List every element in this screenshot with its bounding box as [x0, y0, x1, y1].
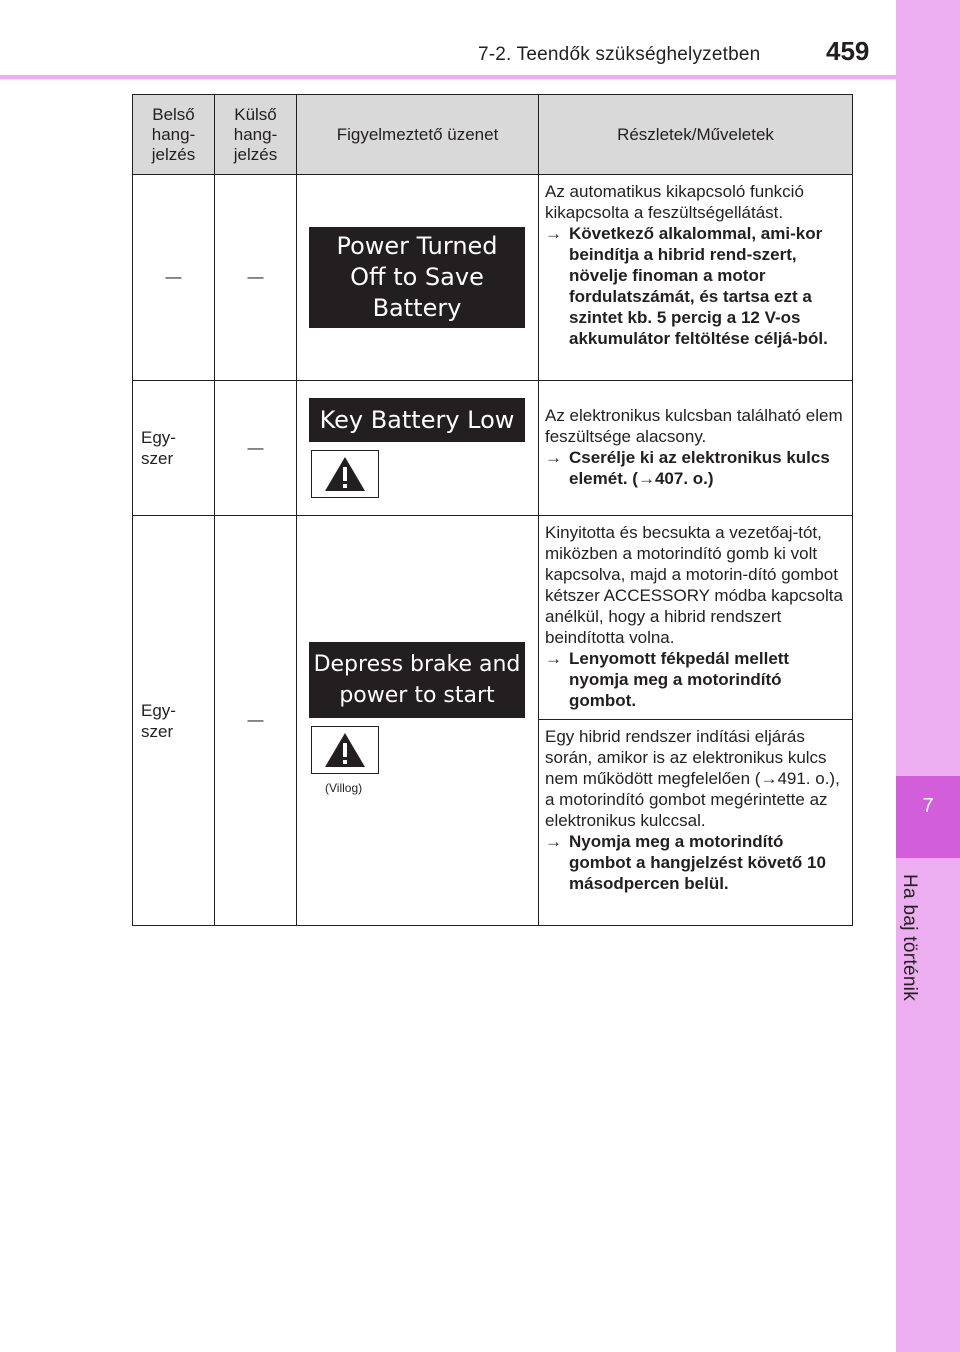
cell-external: —	[215, 516, 297, 926]
arrow-icon: →	[545, 832, 562, 851]
blink-label: (Villog)	[325, 781, 363, 795]
cell-external: —	[215, 381, 297, 516]
action-text: Következő alkalommal, ami-kor beindítja a hibrid rend-szert, növelje finoman a motor fordulatszámát, és tartsa ezt a szintet kb. 5 percig a 12 V-os akkumulátor feltöltése céljá-ból.	[569, 224, 828, 348]
detail-text: Az automatikus kikapcsoló funkció kikapcsolta a feszültségellátást.	[545, 182, 804, 222]
warning-triangle-icon	[311, 450, 379, 498]
cell-external: —	[215, 175, 297, 381]
cell-details	[539, 175, 853, 381]
warning-table	[132, 94, 853, 926]
chapter-title: Ha baj történik	[899, 874, 920, 1002]
table-row	[133, 516, 853, 720]
page-number: 459	[826, 36, 870, 66]
cell-message	[297, 381, 539, 516]
warning-triangle-icon	[311, 726, 379, 774]
header-rule	[0, 75, 896, 79]
action-item	[545, 447, 844, 489]
arrow-icon: →	[545, 448, 562, 467]
col-header-message: Figyelmeztető üzenet	[297, 95, 539, 175]
display-message-depress-brake: Depress brake and power to start	[309, 642, 525, 718]
section-title: 7-2. Teendők szükséghelyzetben	[478, 44, 761, 65]
action-text: Nyomja meg a motorindító gombot a hangjelzést követő 10 másodpercen belül.	[569, 832, 826, 893]
chapter-number: 7	[922, 795, 934, 817]
arrow-icon: →	[545, 649, 562, 668]
detail-text: Egy hibrid rendszer indítási eljárás során, amikor is az elektronikus kulcs nem működött megfelelően (→491. o.), a motorindító gombot megérintette az elektronikus kulccsal.	[545, 727, 840, 830]
col-header-internal: Belső hang- jelzés	[133, 95, 215, 175]
col-header-external: Külső hang- jelzés	[215, 95, 297, 175]
display-message-key-battery: Key Battery Low	[309, 398, 525, 442]
detail-text: Az elektronikus kulcsban található elem feszültsége alacsony.	[545, 406, 843, 446]
table-header-row	[133, 95, 853, 175]
action-text: Cserélje ki az elektronikus kulcs elemét. (→407. o.)	[569, 448, 830, 488]
cell-message	[297, 175, 539, 381]
action-text: Lenyomott fékpedál mellett nyomja meg a motorindító gombot.	[569, 649, 790, 710]
table-row	[133, 175, 853, 381]
display-message-power-off: Power Turned Off to Save Battery	[309, 227, 525, 328]
cell-details	[539, 381, 853, 516]
action-item	[545, 648, 844, 711]
cell-internal: Egy- szer	[133, 381, 215, 516]
action-item	[545, 223, 844, 349]
chapter-side-strip	[896, 0, 960, 1352]
cell-message	[297, 516, 539, 926]
col-header-details: Részletek/Műveletek	[539, 95, 853, 175]
action-item	[545, 831, 844, 894]
detail-text: Kinyitotta és becsukta a vezetőaj-tót, miközben a motorindító gomb ki volt kapcsolva, majd a motorin-dító gombot kétszer ACCESSORY módba kapcsolta anélkül, hogy a hibrid rendszert beindította volna.	[545, 523, 843, 647]
arrow-icon: →	[545, 224, 562, 243]
cell-internal: —	[133, 175, 215, 381]
cell-details	[539, 516, 853, 720]
table-row	[133, 381, 853, 516]
cell-internal: Egy- szer	[133, 516, 215, 926]
cell-details	[539, 720, 853, 926]
